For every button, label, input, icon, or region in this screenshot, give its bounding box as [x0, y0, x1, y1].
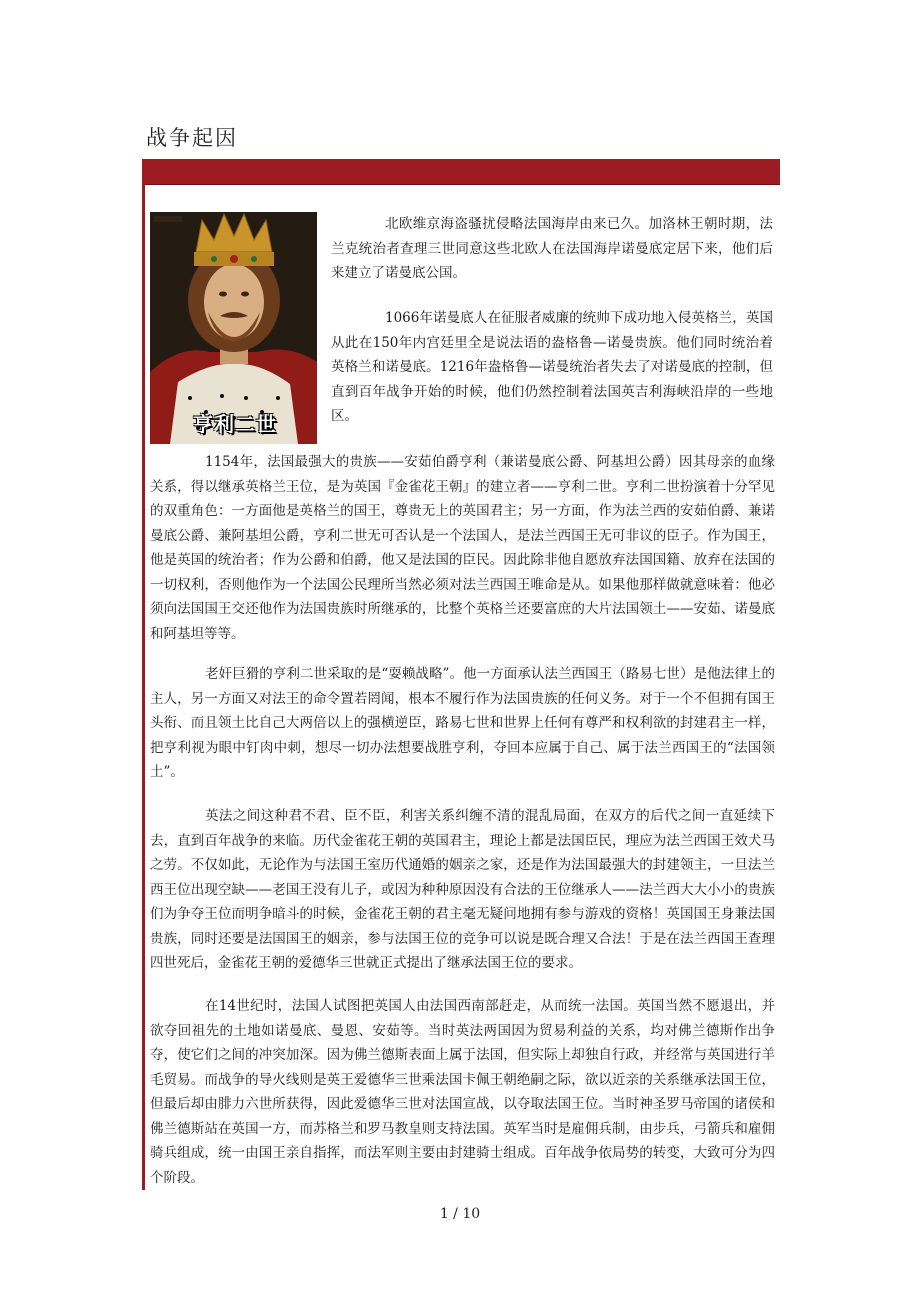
paragraph-1: 北欧维京海盗骚扰侵略法国海岸由来已久。加洛林王朝时期，法兰克统治者查理三世同意这些北欧人在法国海岸诺曼底定居下来，他们后来建立了诺曼底公国。: [331, 216, 773, 281]
king-portrait: [150, 212, 317, 444]
paragraph-4: 老奸巨猾的亨利二世采取的是“耍赖战略”。他一方面承认法兰西国王（路易七世）是他法律上的主人，另一方面又对法王的命令置若罔闻，根本不履行作为法国贵族的任何义务。对于一个不但拥有国王头衔、而且领土比自己大两倍以上的强横逆臣，路易七世和世界上任何有尊严和权利欲的封建君主一样，把亨利视为眼中钉肉中刺，想尽一切办法想要战胜亨利，夺回本应属于自己、属于法兰西国王的“法国领土”。: [150, 666, 775, 780]
paragraph-3: 1154年，法国最强大的贵族——安茹伯爵亨利（兼诺曼底公爵、阿基坦公爵）因其母亲的血缘关系，得以继承英格兰王位，是为英国『金雀花王朝』的建立者——亨利二世。亨利二世扮演着十分罕见的双重角色：一方面他是英格兰的国王，尊贵无上的英国君主；另一方面，作为法兰西的安茹伯爵、兼诺曼底公爵、兼阿基坦公爵，亨利二世无可否认是一个法国人，是法兰西国王无可非议的臣子。作为国王，他是英国的统治者；作为公爵和伯爵，他又是法国的臣民。因此除非他自愿放弃法国国籍、放弃在法国的一切权利，否则他作为一个法国公民理所当然必须对法兰西国王唯命是从。如果他那样做就意味着：他必须向法国国王交还他作为法国贵族时所继承的，比整个英格兰还要富庶的大片法国领土——安茹、诺曼底和阿基坦等等。: [150, 454, 775, 642]
header-band: [142, 159, 780, 185]
paragraph-5: 英法之间这种君不君、臣不臣，利害关系纠缠不清的混乱局面，在双方的后代之间一直延续下去，直到百年战争的来临。历代金雀花王朝的英国君主，理论上都是法国臣民，理应为法兰西国王效犬马之劳。不仅如此，无论作为与法国王室历代通婚的姻亲之家，还是作为法国最强大的封建领主，一旦法兰西王位出现空缺——老国王没有儿子，或因为种种原因没有合法的王位继承人——法兰西大大小小的贵族们为争夺王位而明争暗斗的时候，金雀花王朝的君主毫无疑问地拥有参与游戏的资格！英国国王身兼法国贵族，同时还要是法国国王的姻亲，参与法国王位的竞争可以说是既合理又合法！于是在法兰西国王查理四世死后，金雀花王朝的爱德华三世就正式提出了继承法国王位的要求。: [150, 808, 775, 971]
page-number: 1 / 10: [439, 1206, 481, 1222]
section-heading: 战争起因: [146, 126, 238, 150]
portrait-caption: 亨利二世: [193, 412, 277, 436]
paragraph-6: 在14世纪时，法国人试图把英国人由法国西南部赶走，从而统一法国。英国当然不愿退出，并欲夺回祖先的土地如诺曼底、曼恩、安茹等。当时英法两国因为贸易利益的关系，均对佛兰德斯作出争夺，使它们之间的冲突加深。因为佛兰德斯表面上属于法国，但实际上却独自行政，并经常与英国进行羊毛贸易。而战争的导火线则是英王爱德华三世乘法国卡佩王朝绝嗣之际，欲以近亲的关系继承法国王位，但最后却由腓力六世所获得，因此爱德华三世对法国宣战，以夺取法国王位。当时神圣罗马帝国的诸侯和佛兰德斯站在英国一方，而苏格兰和罗马教皇则支持法国。英军当时是雇佣兵制，由步兵，弓箭兵和雇佣骑兵组成，统一由国王亲自指挥，而法军则主要由封建骑士组成。百年战争依局势的转变，大致可分为四个阶段。: [150, 998, 775, 1186]
paragraph-2: 1066年诺曼底人在征服者威廉的统帅下成功地入侵英格兰，英国从此在150年内宫廷里全是说法语的盎格鲁—诺曼贵族。他们同时统治着英格兰和诺曼底。1216年盎格鲁—诺曼统治者失去了对诺曼底的控制，但直到百年战争开始的时候，他们仍然控制着法国英吉利海峡沿岸的一些地区。: [331, 310, 773, 424]
left-border-rule: [142, 184, 145, 1190]
